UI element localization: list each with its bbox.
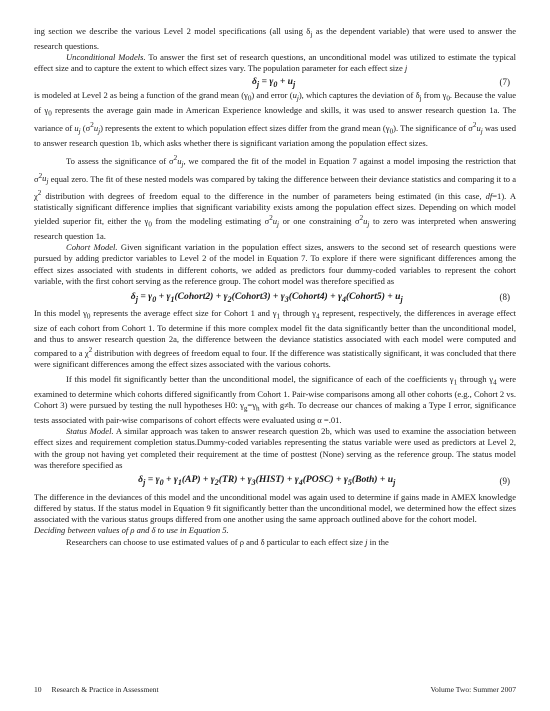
equation-8 [34, 288, 516, 306]
section-heading-deciding: Deciding between values of ρ and δ to use in Equation 5. [34, 525, 229, 536]
paragraph-9: The difference in the deviances of this model and the unconditional model was again used to determine if gains made in AMEX knowledge differed by status. If the status model in Equation 9 fit significantly better than the unconditional model, we determined how the effect sizes associated with the various status groups differed from one another using the same approach outlined above for the cohort model. [34, 491, 516, 525]
paragraph-10: Researchers can choose to use estimated values of ρ and δ particular to each effect size j in the [66, 536, 389, 547]
paragraph-unconditional-models: Unconditional Models. To answer the first set of research questions, an unconditional model was utilized to estimate the typical effect size and to capture the extent to which effect sizes vary. The population parameter for each effect size j [34, 52, 516, 74]
equation-7-expression: $\delta_j = \gamma_0 + u_j$ [252, 75, 296, 89]
equation-9-expression: $\delta_j = \gamma_0 + \gamma_1(AP) + \gamma_2(TR)$ + $\gamma_3(HIST)$ + $\gamma_4(POSC)$ + $\gamma_5(Both) + u_j$ [138, 474, 396, 488]
paragraph-cohort-model: Cohort Model. Given significant variation in the population effect sizes, answers to the second set of research questions were pursued by adding predictor variables to Level 2 of the model in Equation 7. To explore if there were significant differences among the effect sizes associated with students in different cohorts, we added as predictors four dummy-coded variables to represent the cohort variable, with the first cohort serving as the reference group. The cohort model was therefore specified as [34, 242, 516, 286]
page-number: 10 [34, 685, 42, 694]
page-body [34, 26, 516, 548]
equation-7-number: (7) [499, 77, 510, 88]
page-footer [34, 685, 516, 694]
equation-7 [34, 74, 516, 90]
journal-name: Research & Practice in Assessment [51, 685, 159, 694]
paragraph-6: In this model $\gamma_0$ represents the average effect size for Cohort 1 and $\gamma_1$ through $\gamma_4$ represent, respectively, the differences in average effect size of each cohort from Cohort 1. To determine if this more complex model fit the data significantly better than the unconditional model, and thus to answer research question 2a, the difference between the deviance statistics associated with each model were computed and compared to a $\chi^2$ distribution with degrees of freedom equal to four. If the difference was statistically significant, it was concluded that there were significant differences among the effect sizes associated with the various cohorts. [34, 307, 516, 370]
equation-8-number: (8) [499, 291, 510, 302]
paragraph-3: is modeled at Level 2 as being a function of the grand mean $(\gamma_0)$ and error $(u_j)$, which captures the deviation of $\delta_j$ from $\gamma_0$. Because the value of $\gamma_0$ represents the average gain made in American Experience knowledge and skills, it was used to answer research question 1a. The variance of $u_j$ $(\sigma^2u_j)$ represents the extent to which population effect sizes differ from the grand mean $(\gamma_0)$. The significance of $\sigma^2u_j$ was used to answer research question 1b, which asks whether there is significant variation among the population effect sizes. [34, 90, 516, 148]
equation-9-number: (9) [499, 475, 510, 486]
issue-label: Volume Two: Summer 2007 [430, 685, 516, 694]
paragraph-1: ing section we describe the various Level 2 model specifications (all using $\delta_j$ as the dependent variable) that were used to answer the research questions. [34, 26, 516, 51]
paragraph-7: If this model fit significantly better than the unconditional model, the significance of each of the coefficients $\gamma_1$ through $\gamma_4$ were examined to determine which cohorts differed significantly from Cohort 1. Pair-wise comparisons among all other cohorts (e.g., Cohort 2 vs. Cohort 3) were pursued by testing the null hypotheses H0: $\gamma_g=\gamma_h$ with g≠h. To decrease our chances of making a Type I error, significance tests associated with pair-wise comparisons of cohort effects were evaluated using α =.01. [34, 374, 517, 426]
equation-9 [34, 472, 516, 490]
equation-8-expression: $\delta_j = \gamma_0$ + $\gamma_1(Cohort2)$ + $\gamma_2(Cohort3)$ + $\gamma_3(Cohort4)$ + $\gamma_4(Cohort5) + u_j$ [130, 290, 403, 304]
paragraph-status-model: Status Model. A similar approach was taken to answer research question 2b, which was used to examine the association between effect sizes and requirement completion status.Dummy-coded variables representing the status variable were used as predictors at Level 2, with the group not having yet completed their requirement at the time of posttest (None) serving as the reference group. The status model was therefore specified as [34, 426, 516, 470]
paragraph-4: To assess the significance of $\sigma^2u_j$, we compared the fit of the model in Equation 7 against a model imposing the restriction that $\sigma^2u_j$ equal zero. The fit of these nested models was compared by taking the difference between their deviance statistics and comparing it to a $\chi^2$ distribution with degrees of freedom equal to the difference in the number of parameters being estimated (in this case, df=1). A statistically significant difference implies that significant variability exists among the population effect sizes. Depending on which model yielded superior fit, either the $\gamma_0$ from the modeling estimating $\sigma^2u_j$ or one constraining $\sigma^2u_j$ to zero was interpreted when answering research question 1a. [34, 153, 517, 242]
footer-left [34, 685, 167, 694]
